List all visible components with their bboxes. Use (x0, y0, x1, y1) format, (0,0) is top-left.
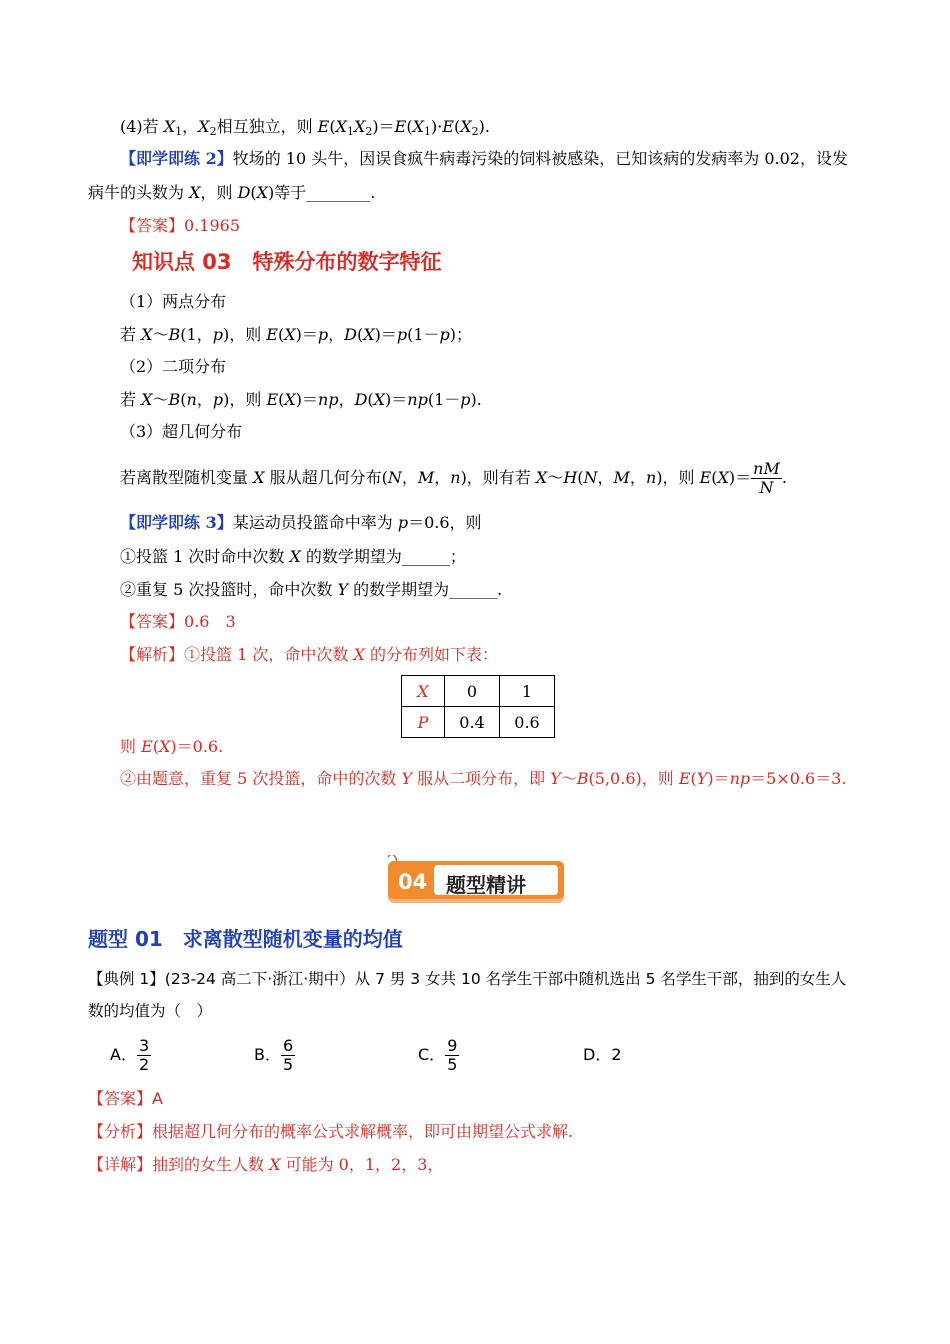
banner-number: 04 (398, 870, 428, 894)
exercise-3-tag: 【即学即练 3】 (120, 513, 233, 532)
table-cell: X (402, 676, 445, 707)
banner-title: 题型精讲 (446, 873, 526, 897)
hypergeometric-formula: 若离散型随机变量 X 服从超几何分布(N，M，n)，则有若 X～H(N，M，n)，则 E(X)＝ $\frac{nM}{N}$ . (120, 459, 787, 497)
option-a-fraction: $\frac{3}{2}$ (138, 1036, 150, 1074)
exercise-3-conclusion-1: 则 E(X)＝0.6. (120, 737, 224, 756)
exercise-2: 【即学即练 2】牧场的 10 头牛，因误食疯牛病毒污染的饲料被感染，已知该病的发病率为 0.02，设发 (120, 149, 848, 168)
option-b-fraction: $\frac{6}{5}$ (282, 1036, 294, 1074)
table-cell: P (402, 707, 445, 738)
exercise-3-q2: ②重复 5 次投篮时，命中次数 Y 的数学期望为______. (120, 580, 503, 599)
example-1-detail: 【详解】抽到的女生人数 X 可能为 0，1，2，3， (88, 1155, 444, 1174)
binomial-formula: 若 X～B(n，p)，则 E(X)＝np，D(X)＝np(1－p). (120, 390, 482, 409)
option-c-fraction: $\frac{9}{5}$ (447, 1036, 458, 1074)
type-01-heading: 题型 01 求离散型随机变量的均值 (88, 927, 403, 951)
table-row (402, 676, 555, 707)
table-cell: 1 (500, 676, 555, 707)
knowledge-point-03-heading: 知识点 03 特殊分布的数字特征 (132, 250, 442, 274)
option-c[interactable]: C． $\frac{9}{5}$ (418, 1036, 458, 1074)
section-banner (386, 855, 566, 905)
option-d[interactable]: D．2 (583, 1045, 622, 1064)
two-point-formula: 若 X～B(1，p)，则 E(X)＝p，D(X)＝p(1－p)； (120, 325, 473, 344)
property-4: (4)若 $X_1$，$X_2$相互独立，则 $E(X_1X_2)=E(X_1)\cdot E(X_2)$. (120, 117, 490, 138)
table-cell: 0 (445, 676, 500, 707)
distribution-table (401, 675, 555, 738)
option-a[interactable]: A． $\frac{3}{2}$ (110, 1036, 150, 1074)
example-1-cont: 数的均值为（ ） (88, 1002, 213, 1020)
hypergeometric-label: （3）超几何分布 (120, 422, 243, 441)
exercise-3-q1: ①投篮 1 次时命中次数 X 的数学期望为______； (120, 547, 466, 566)
option-b[interactable]: B． $\frac{6}{5}$ (254, 1036, 294, 1074)
exercise-3-conclusion-2: ②由题意，重复 5 次投篮，命中的次数 Y 服从二项分布，即 Y～B(5,0.6)，则 E(Y)＝np＝5×0.6＝3. (120, 769, 847, 788)
exercise-2-tag: 【即学即练 2】 (120, 149, 233, 168)
exercise-3-analysis: 【解析】①投篮 1 次，命中次数 X 的分布列如下表： (120, 645, 498, 664)
exercise-3: 【即学即练 3】某运动员投篮命中率为 p＝0.6，则 (120, 513, 482, 532)
exercise-2-cont: 病牛的头数为 X，则 D(X)等于________. (88, 183, 376, 202)
example-1-answer: 【答案】A (88, 1089, 163, 1108)
binomial-label: （2）二项分布 (120, 357, 227, 376)
example-1: 【典例 1】(23-24 高二下·浙江·期中）从 7 男 3 女共 10 名学生干部中随机选出 5 名学生干部，抽到的女生人 (88, 970, 847, 988)
hypergeometric-fraction: $\frac{nM}{N}$ (753, 459, 780, 497)
exercise-2-answer: 【答案】0.1965 (120, 216, 240, 235)
two-point-label: （1）两点分布 (120, 292, 227, 311)
example-1-analysis: 【分析】根据超几何分布的概率公式求解概率，即可由期望公式求解. (88, 1122, 574, 1141)
table-cell: 0.4 (445, 707, 500, 738)
table-row (402, 707, 555, 738)
exercise-3-answer: 【答案】0.6 3 (120, 612, 236, 631)
table-cell: 0.6 (500, 707, 555, 738)
